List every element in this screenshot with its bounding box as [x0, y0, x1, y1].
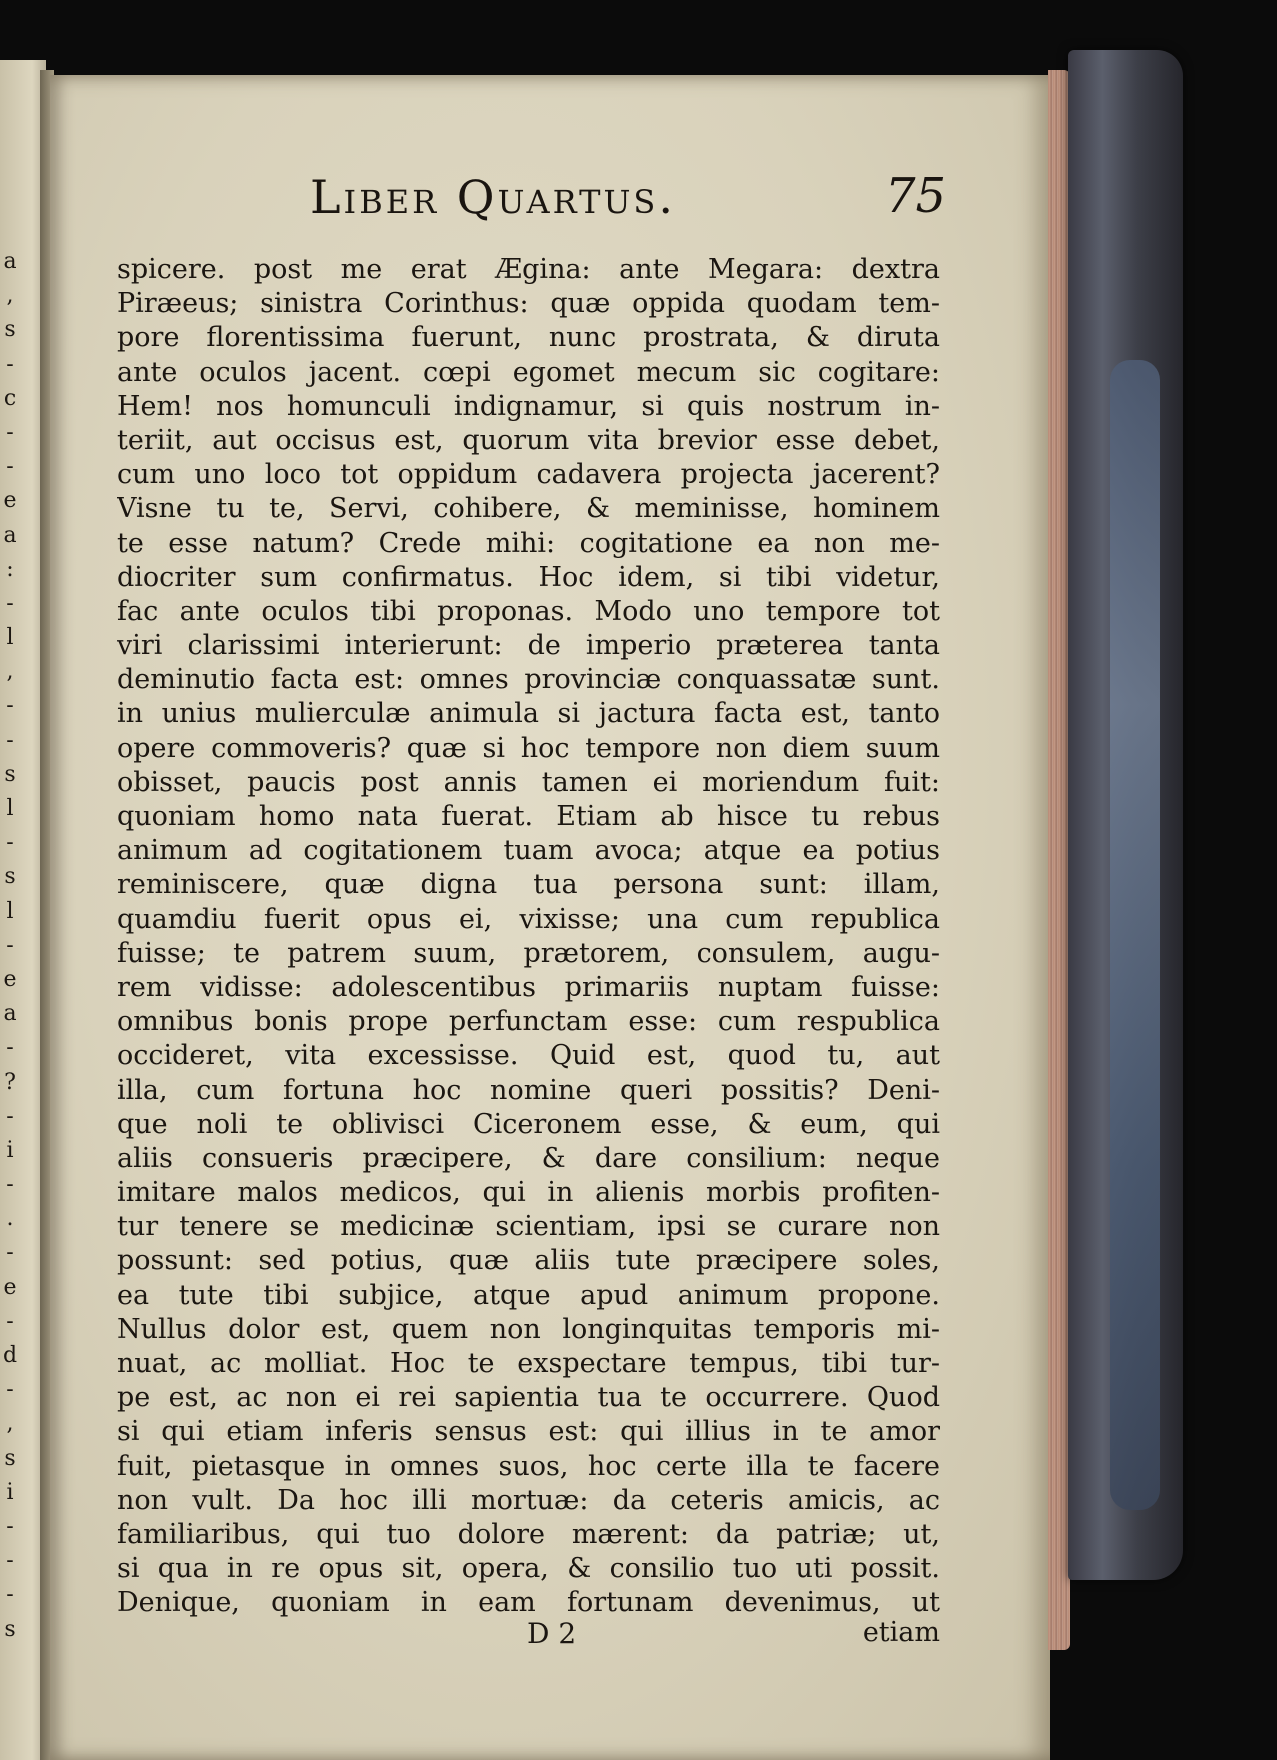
- facing-line-end: -: [6, 1103, 14, 1129]
- text-line: deminutio facta est: omnes provinciæ conquassatæ sunt.: [117, 664, 940, 696]
- text-line: illa, cum fortuna hoc nomine queri possitis? Deni-: [117, 1074, 940, 1106]
- facing-line-end: s: [4, 317, 16, 343]
- text-line: quamdiu fuerit opus ei, vixisse; una cum republica: [117, 903, 940, 935]
- facing-line-end: -: [6, 1172, 14, 1198]
- cover-wear-patch: [1110, 360, 1160, 1510]
- text-line: que noli te oblivisci Ciceronem esse, & eum, qui: [117, 1108, 940, 1140]
- facing-line-end: -: [6, 351, 14, 377]
- text-line: fac ante oculos tibi proponas. Modo uno tempore tot: [117, 595, 940, 627]
- facing-line-end: ?: [4, 1069, 16, 1095]
- facing-page-line-ends: [0, 245, 20, 1647]
- text-line: ea tute tibi subjice, atque apud animum propone.: [117, 1279, 940, 1311]
- text-line: spicere. post me erat Ægina: ante Megara: dextra: [117, 254, 940, 285]
- facing-line-end: -: [6, 1308, 14, 1334]
- text-line: opere commoveris? quæ si hoc tempore non diem suum: [117, 732, 940, 764]
- facing-line-end: i: [6, 1479, 14, 1505]
- text-line: quoniam homo nata fuerat. Etiam ab hisce tu rebus: [117, 801, 940, 832]
- page-number: 75: [885, 168, 947, 224]
- catchword: etiam: [862, 1617, 940, 1648]
- facing-line-end: -: [6, 1582, 14, 1608]
- facing-line-end: -: [6, 727, 14, 753]
- text-line: Denique, quoniam in eam fortunam devenimus, ut: [117, 1587, 940, 1619]
- page-block-edges: [1048, 70, 1070, 1650]
- facing-line-end: -: [6, 1240, 14, 1266]
- text-line: obisset, paucis post annis tamen ei moriendum fuit:: [117, 766, 940, 798]
- text-line: omnibus bonis prope perfunctam esse: cum respublica: [117, 1006, 940, 1038]
- text-line: Hem! nos homunculi indignamur, si quis nostrum in-: [117, 390, 940, 422]
- text-line: reminiscere, quæ digna tua persona sunt: illam,: [117, 869, 940, 901]
- facing-line-end: a: [3, 522, 17, 548]
- facing-line-end: s: [4, 1616, 16, 1642]
- text-line: pore florentissima fuerunt, nunc prostrata, & diruta: [117, 322, 940, 354]
- facing-line-end: -: [6, 830, 14, 856]
- facing-line-end: -: [6, 932, 14, 958]
- text-line: aliis consueris præcipere, & dare consilium: neque: [117, 1142, 940, 1174]
- running-head: Liber Quartus.: [310, 170, 676, 224]
- text-line: pe est, ac non ei rei sapientia tua te occurrere. Quod: [117, 1382, 940, 1414]
- facing-line-end: -: [6, 1548, 14, 1574]
- text-line: Nullus dolor est, quem non longinquitas temporis mi-: [117, 1313, 940, 1345]
- text-line: si qua in re opus sit, opera, & consilio tuo uti possit.: [117, 1553, 940, 1585]
- facing-line-end: s: [4, 1445, 16, 1471]
- text-line: fuit, pietasque in omnes suos, hoc certe illa te facere: [117, 1450, 940, 1482]
- text-line: in unius mulierculæ animula si jactura facta est, tanto: [117, 698, 940, 730]
- page-footer: [117, 1617, 940, 1657]
- text-line: te esse natum? Crede mihi: cogitatione ea non me-: [117, 527, 940, 559]
- body-text: [117, 253, 940, 1621]
- text-line: occideret, vita excessisse. Quid est, quod tu, aut: [117, 1040, 940, 1072]
- facing-line-end: ,: [6, 283, 14, 309]
- facing-line-end: s: [4, 761, 16, 787]
- facing-line-end: e: [3, 1274, 17, 1300]
- signature-mark: D 2: [527, 1617, 577, 1650]
- facing-line-end: :: [6, 556, 14, 582]
- text-line: animum ad cogitationem tuam avoca; atque ea potius: [117, 835, 940, 867]
- facing-line-end: -: [6, 1377, 14, 1403]
- facing-line-end: ,: [6, 659, 14, 685]
- text-line: cum uno loco tot oppidum cadavera projecta jacerent?: [117, 459, 940, 491]
- text-line: ante oculos jacent. cœpi egomet mecum sic cogitare:: [117, 356, 940, 388]
- text-line: teriit, aut occisus est, quorum vita brevior esse debet,: [117, 424, 940, 456]
- facing-line-end: s: [4, 864, 16, 890]
- text-line: tur tenere se medicinæ scientiam, ipsi se curare non: [117, 1211, 940, 1243]
- facing-line-end: d: [2, 1343, 18, 1368]
- text-line: si qui etiam inferis sensus est: qui illius in te amor: [117, 1416, 940, 1448]
- facing-line-end: c: [3, 385, 17, 411]
- text-line: Visne tu te, Servi, cohibere, & meminisse, hominem: [117, 493, 940, 525]
- text-line: non vult. Da hoc illi mortuæ: da ceteris amicis, ac: [117, 1484, 940, 1516]
- facing-line-end: ,: [6, 1411, 14, 1437]
- facing-line-end: i: [6, 1137, 14, 1163]
- facing-line-end: l: [6, 898, 14, 924]
- facing-line-end: -: [6, 1035, 14, 1061]
- facing-line-end: l: [6, 625, 14, 651]
- facing-line-end: a: [3, 249, 17, 274]
- page-header: [310, 160, 960, 230]
- text-line: imitare malos medicos, qui in alienis morbis profiten-: [117, 1177, 940, 1209]
- text-line: possunt: sed potius, quæ aliis tute præcipere soles,: [117, 1245, 940, 1277]
- text-line: rem vidisse: adolescentibus primariis nuptam fuisse:: [117, 971, 940, 1003]
- text-line: Piræeus; sinistra Corinthus: quæ oppida quodam tem-: [117, 288, 940, 320]
- facing-line-end: -: [6, 454, 14, 480]
- text-line: diocriter sum confirmatus. Hoc idem, si tibi videtur,: [117, 561, 940, 593]
- facing-line-end: e: [3, 488, 17, 514]
- text-line: familiaribus, qui tuo dolore mærent: da patriæ; ut,: [117, 1518, 940, 1550]
- facing-line-end: e: [3, 966, 17, 992]
- facing-line-end: -: [6, 419, 14, 445]
- facing-line-end: -: [6, 1513, 14, 1539]
- facing-line-end: .: [6, 1206, 14, 1232]
- text-line: fuisse; te patrem suum, prætorem, consulem, augu-: [117, 937, 940, 969]
- text-line: viri clarissimi interierunt: de imperio præterea tanta: [117, 630, 940, 662]
- facing-line-end: -: [6, 590, 14, 616]
- facing-line-end: a: [3, 1001, 17, 1027]
- text-line: nuat, ac molliat. Hoc te exspectare tempus, tibi tur-: [117, 1348, 940, 1379]
- facing-line-end: -: [6, 693, 14, 719]
- facing-line-end: l: [6, 796, 14, 821]
